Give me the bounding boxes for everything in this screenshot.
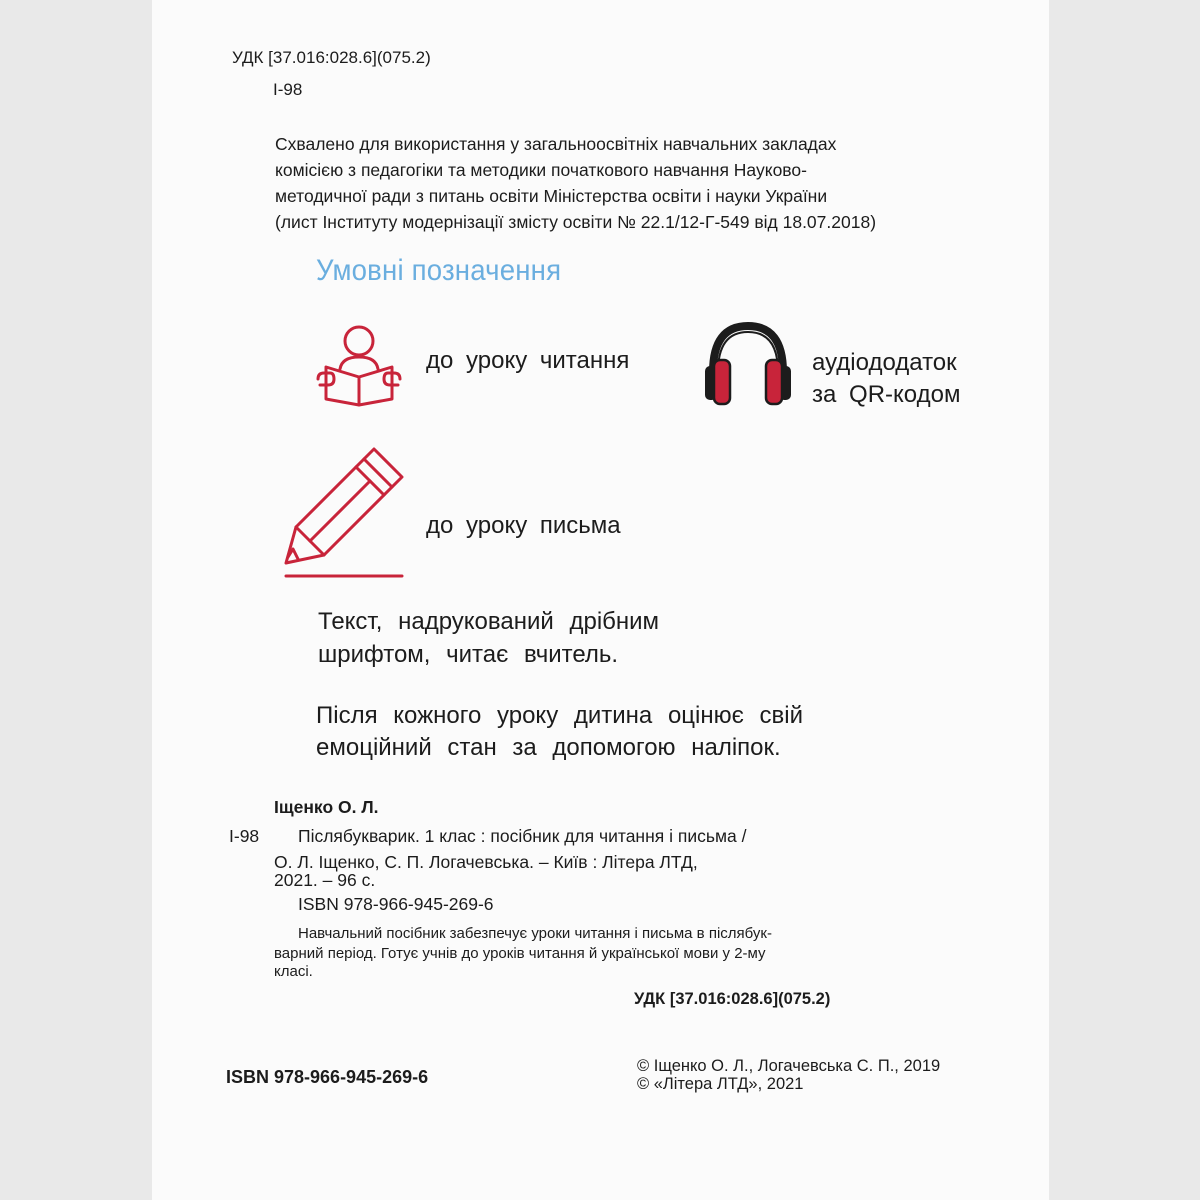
approval-line: (лист Інституту модернізації змісту освіти № 22.1/12-Г-549 від 18.07.2018) [275,212,877,232]
biblio-udk: УДК [37.016:028.6](075.2) [634,990,831,1008]
legend-writing-label: до уроку письма [426,512,621,539]
biblio-author: Іщенко О. Л. [274,797,379,817]
pencil-icon [284,445,406,581]
legend-audio-label-line1: аудіододаток [812,349,957,376]
footer-isbn: ISBN 978-966-945-269-6 [226,1067,429,1087]
small-text-note-line2: шрифтом, читає вчитель. [318,641,619,668]
biblio-description: Навчальний посібник забезпечує уроки читання і письма в післябук- [298,925,772,942]
biblio-line: 2021. – 96 с. [274,870,376,890]
approval-line: комісією з педагогіки та методики початкового навчання Науково- [275,160,807,180]
approval-block [275,131,876,235]
biblio-isbn: ISBN 978-966-945-269-6 [298,894,494,914]
biblio-code: І-98 [229,826,260,846]
emotion-note-line2: емоційний стан за допомогою наліпок. [316,734,781,761]
copyright-authors: © Іщенко О. Л., Логачевська С. П., 2019 [637,1057,941,1075]
biblio-description: класі. [274,963,313,980]
biblio-line: Післябукварик. 1 клас : посібник для читання і письма / [298,826,747,846]
biblio-line: О. Л. Іщенко, С. П. Логачевська. – Київ : Літера ЛТД, [274,852,698,872]
legend-reading-label: до уроку читання [426,347,630,374]
headphones-icon [703,320,793,408]
small-text-note-line1: Текст, надрукований дрібним [318,608,660,635]
emotion-note-line1: Після кожного уроку дитина оцінює свій [316,702,804,729]
approval-line: Схвалено для використання у загальноосвітніх навчальних закладах [275,134,837,154]
legend-title: Умовні позначення [316,254,562,287]
copyright-publisher: © «Літера ЛТД», 2021 [637,1075,804,1093]
udk-header: УДК [37.016:028.6](075.2) [232,48,431,67]
book-code: І-98 [273,80,303,99]
biblio-description: варний період. Готує учнів до уроків читання й української мови у 2-му [274,945,766,962]
approval-line: методичної ради з питань освіти Міністерства освіти і науки України [275,186,828,206]
reading-child-icon [316,323,402,405]
legend-audio-label-line2: за QR-кодом [812,381,961,408]
